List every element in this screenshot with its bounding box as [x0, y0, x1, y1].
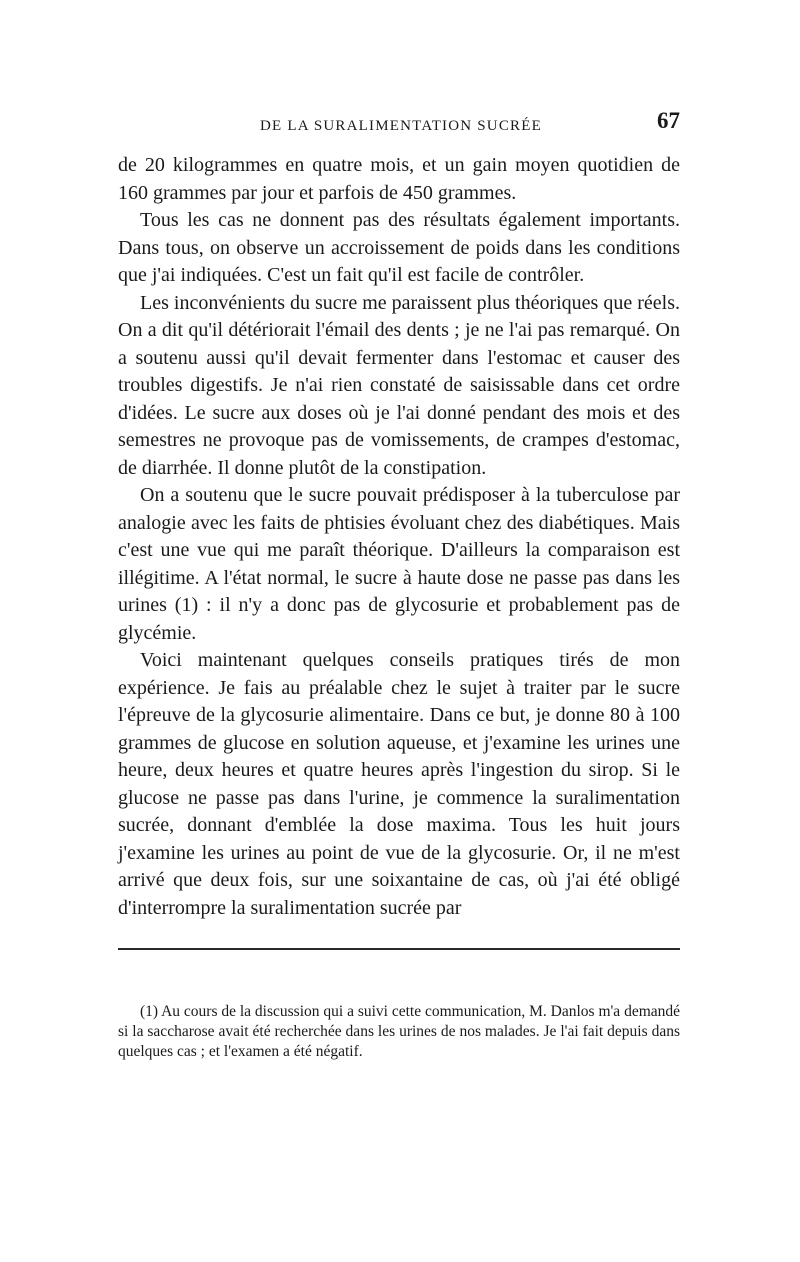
running-head — [118, 108, 680, 148]
footnote: (1) Au cours de la discussion qui a suivi cette communication, M. Danlos m'a demandé si la saccharose avait été recherchée dans les urines de nos malades. Je l'ai fait depuis dans quelques cas ; et l'examen a été négatif. — [118, 1002, 681, 1060]
paragraph: Tous les cas ne donnent pas des résultats également importants. Dans tous, on observe un accroissement de poids dans les conditions que j'ai indiquées. C'est un fait qu'il est facile de contrôler. — [118, 209, 680, 286]
footnote-divider — [118, 948, 680, 950]
page-content — [118, 108, 680, 922]
paragraph: Voici maintenant quelques conseils pratiques tirés de mon expérience. Je fais au préalable chez le sujet à traiter par le sucre l'épreuve de la glycosurie alimentaire. Dans ce but, je donne 80 à 100 grammes de glucose en solution aqueuse, et j'examine les urines une heure, deux heures et quatre heures après l'ingestion du sirop. Si le glucose ne passe pas dans l'urine, je commence la suralimentation sucrée, donnant d'emblée la dose maxima. Tous les huit jours j'examine les urines au point de vue de la glycosurie. Or, il ne m'est arrivé que deux fois, sur une soixantaine de cas, où j'ai été obligé d'interrompre la suralimentation sucrée par — [118, 649, 680, 919]
paragraph: Les inconvénients du sucre me paraissent plus théoriques que réels. On a dit qu'il détériorait l'émail des dents ; je ne l'ai pas remarqué. On a soutenu aussi qu'il devait fermenter dans l'estomac et causer des troubles digestifs. Je n'ai rien constaté de saisissable dans cet ordre d'idées. Le sucre aux doses où je l'ai donné pendant des mois et des semestres ne provoque pas de vomissements, de crampes d'estomac, de diarrhée. Il donne plutôt de la constipation. — [118, 291, 680, 479]
body-text — [118, 152, 680, 922]
paragraph-continuation: de 20 kilogrammes en quatre mois, et un gain moyen quotidien de 160 grammes par jour et parfois de 450 grammes. — [118, 154, 680, 204]
paragraph: On a soutenu que le sucre pouvait prédisposer à la tuberculose par analogie avec les faits de phtisies évoluant chez des diabétiques. Mais c'est une vue qui me paraît théorique. D'ailleurs la comparaison est illégitime. A l'état normal, le sucre à haute dose ne passe pas dans les urines (1) : il n'y a donc pas de glycosurie et probablement pas de glycémie. — [118, 484, 680, 644]
page-number: 67 — [657, 108, 680, 133]
running-title: DE LA SURALIMENTATION SUCRÉE — [260, 118, 542, 134]
